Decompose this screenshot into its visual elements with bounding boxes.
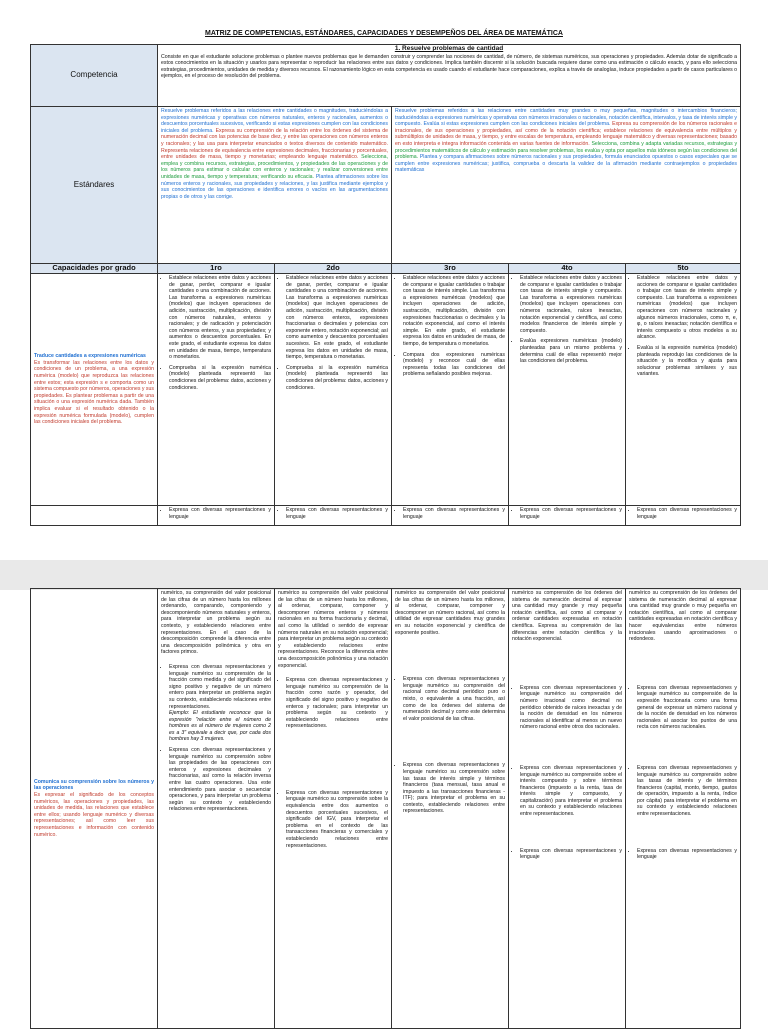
row2-start-4to	[509, 506, 626, 526]
estandar-right-3: Selecciona, combina y adapta variadas recursos, estrategias y procedimientos matemáticos de cálculo y estimación para resolver problemas, los evalúa y opta por aquellos más idóneos según las condiciones del problema.	[395, 140, 738, 161]
estandar-right	[392, 107, 741, 264]
capacidad-2-start	[31, 506, 158, 526]
list-item: • Establece relaciones entre datos y acciones de ganar, perder, comparar e igualar cantidades o una combinación de acciones. Las transforma a expresiones numéricas (modelos) que incluyen operaciones de adición, sustracción, multiplicación, división con números enteros, expresiones fraccionarias o decimales y potencias con exponente entero, notación exponencial; así como aumentos y descuentos porcentuales sucesivos. En este grado, el estudiante expresa los datos en unidades de masa, tiempo, temperatura o monetarias.	[286, 275, 388, 361]
list-item: • Expresa con diversas representaciones y lenguaje numérico su comprensión del número irracional como decimal no periódico obtenido de raíces inexactas y de la noción de densidad en los números racionales al identificar al menos un nuevo número racional entre otros dos racionales.	[520, 685, 622, 731]
capacidad-1-name: Traduce cantidades a expresiones numéricas	[34, 353, 146, 360]
list-item: • Expresa con diversas representaciones y lenguaje numérico su comprensión de la expresión fraccionaria como una forma general de expresar un número racional y de la noción de densidad en los números racionales al asociar los puntos de una recta con números racionales.	[637, 685, 737, 731]
estandar-left	[158, 107, 392, 264]
continued-text: numérico su comprensión de los órdenes del sistema de numeración decimal al expresar una cantidad muy grande o muy pequeña en notación científica, así como al comparar cantidades expresadas en notación científica y hacer equivalencias entre números irracionales usando aproximaciones o redondeos.	[629, 590, 737, 643]
desempeno-2-4to	[509, 589, 626, 1029]
continued-text: numérico su comprensión de los órdenes del sistema de numeración decimal al expresar una cantidad muy grande y muy pequeña notación científica, así como al comparar y ordenar cantidades expresadas en notación científica. Expresa su comprensión de las diferencias entre notación científica y la notación exponencial.	[512, 590, 622, 643]
competency-matrix-table	[30, 44, 741, 526]
desempeno-4to	[509, 274, 626, 506]
list-item: • Expresa con diversas representaciones y lenguaje	[169, 507, 271, 520]
list-item: • Establece relaciones entre datos y acciones de comparar e igualar cantidades o trabajar con tasas de interés simple y compuesto. Las transforma a expresiones numéricas (modelos) que incluyen operaciones con números racionales, raíces inexactas, notación exponencial y científica, así como modelos financieros de interés simple y compuesto.	[520, 275, 622, 334]
grade-header-4: 4to	[509, 264, 626, 274]
capacidad-2-name: Comunica su comprensión sobre los números y las operaciones	[34, 778, 154, 792]
estandar-left-3: Selecciona, emplea y combina recursos, estrategias, procedimientos, y propiedades de las operaciones y de los números para estimar o calcular con enteros y racionales; y realizar conversiones entre unidades de masa, tiempo y temperatura; verificando su eficacia.	[161, 154, 388, 180]
matrix-title: MATRIZ DE COMPETENCIAS, ESTÁNDARES, CAPACIDADES Y DESEMPEÑOS DEL ÁREA DE MATEMÁTICA	[205, 30, 563, 37]
list-item: • Expresa con diversas representaciones y lenguaje numérico su comprensión sobre la equivalencia entre dos aumentos o descuentos porcentuales sucesivos, el significado del IGV, para interpretar el problema en el contexto de las transacciones financieras y comerciales y estableciendo relaciones entre representaciones.	[286, 790, 388, 849]
desempeno-5to	[626, 274, 741, 506]
list-item: • Expresa con diversas representaciones y lenguaje numérico su comprensión sobre el interés compuesto y sobre términos financieros (impuesto a la renta, tasa de interés simple y compuesto, y capitalización) para interpretar el problema en su contexto y estableciendo relaciones entre representaciones.	[520, 765, 622, 818]
list-item: • Expresa con diversas representaciones y lenguaje numérico su comprensión sobre las tasas de interés y de términos financieros (capital, monto, tiempo, gastos de operación, impuesto a la renta, índice por cápita) para interpretar el problema en su contexto y estableciendo relaciones entre representaciones.	[637, 765, 737, 818]
list-item: • Compara dos expresiones numéricas (modelo) y reconoce cuál de ellas representa todas las condiciones del problema señalando posibles mejoras.	[403, 352, 505, 378]
desempeno-2-5to	[626, 589, 741, 1029]
estandar-left-2: Expresa su comprensión de la relación entre los órdenes del sistema de numeración decimal con las potencias de base diez, y entre las operaciones con números enteros y racionales; y las usa para interpretar enunciados o textos diversos de contenido matemático. Representa relaciones de equivalencia entre expresiones decimales, fraccionarias y porcentuales, entre unidades de masa, tiempo y monetarias; empleando lenguaje matemático.	[161, 127, 388, 161]
list-item: • Expresa con diversas representaciones y lenguaje	[520, 507, 622, 520]
continued-text: numérico, su comprensión del valor posicional de las cifras de un número hasta los millones ordenando, comparando, componiendo y descomponiendo números naturales y enteros, para interpretar un problema según su contexto, y estableciendo relaciones entre representaciones. En el caso de la descomposición comprende la diferencia entre una descomposición polinómica y otra en factores primos.	[161, 590, 271, 656]
desempeno-2-2do	[275, 589, 392, 1029]
estandar-right-2: Expresa su comprensión de los números racionales e irracionales, de sus operaciones y propiedades, así como de la notación científica; establece relaciones de equivalencia entre múltiplos y submúltiplos de unidades de masa, y tiempo, y entre escalas de temperatura, empleando lenguaje matemático y diversas representaciones; basado en esto interpreta e integra información contenida en varias fuentes de información.	[395, 121, 738, 147]
capacidad-1-desc: Es transformar las relaciones entre los datos y condiciones de un problema, a una expresión numérica (modelo) que reproduzca las relaciones entre estos; esta expresión s e comporta como un sistema compuesto por números, operaciones y sus propiedades. Es plantear problemas a partir de una situación o una expresión numérica dada. También implica evaluar si el resultado obtenido o la expresión numérica formulada (modelo), cumplen las condiciones iniciales del problema.	[34, 359, 154, 426]
list-item: • Expresa con diversas representaciones y lenguaje	[637, 848, 737, 861]
list-item: • Expresa con diversas representaciones y lenguaje numérico su comprensión sobre las tasas de interés simple y términos financieros (tasa mensual, tasa anual e impuesto a las transacciones financieras - ITF); para interpretar el problema en su contexto, estableciendo relaciones entre representaciones.	[403, 762, 505, 815]
list-item: • Expresa con diversas representaciones y lenguaje numérico su comprensión del racional como decimal periódico puro o mixto, o equivalente a una fracción, así como de los órdenes del sistema de numeración decimal y como este determina el valor posicional de las cifras.	[403, 676, 505, 722]
desempeno-3ro	[392, 274, 509, 506]
list-item: • Evalúa expresiones numéricas (modelo) planteadas para un mismo problema y determina cuál de ellas representó mejor las condiciones del problema.	[520, 338, 622, 364]
capacidad-2-desc: Es expresar el significado de los conceptos numéricos, las operaciones y propiedades, las unidades de medida, las relaciones que establece entre ellos; usando lenguaje numérico y diversas representaciones; así como leer sus representaciones e información con contenido numérico.	[34, 792, 154, 838]
list-item: • Comprueba si la expresión numérica (modelo) planteada representó las condiciones del problema: datos, acciones y condiciones.	[286, 365, 388, 391]
estandar-right-4: Plantea y compara afirmaciones sobre números racionales y sus propiedades, formula enunciados opuestos o casos especiales que se cumplen entre expresiones numéricas; justifica, comprueba o descarta la validez de la afirmación mediante contraejemplos o propiedades matemáticas	[395, 154, 738, 174]
row2-start-5to	[626, 506, 741, 526]
competency-matrix-table-continued	[30, 588, 741, 1029]
list-item: • Establece relaciones entre datos y acciones de ganar, perder, comparar e igualar cantidades o una combinación de acciones. Las transforma a expresiones numéricas (modelos) que incluyen operaciones de adición, sustracción, multiplicación, división con números naturales, enteros y racionales; y de radicación y potenciación con números enteros, y sus propiedades; y aumentos o descuentos porcentuales. En este grado, el estudiante expresa los datos en unidades de masa, tiempo, temperatura o monetarios.	[169, 275, 271, 361]
grade-header-3: 3ro	[392, 264, 509, 274]
row2-start-2do	[275, 506, 392, 526]
grade-header-2: 2do	[275, 264, 392, 274]
continued-text: numérico su comprensión del valor posicional de las cifras de un número hasta los millones, al ordenar, comparar, componer y descomponer un número racional, así como la utilidad de expresar cantidades muy grandes en su notación exponencial y científica de exponente positivo.	[395, 590, 505, 636]
capacidad-1-cell	[31, 274, 158, 506]
estandar-left-4: Plantea afirmaciones sobre los números enteros y racionales, sus propiedades y relaciones, y las justifica mediante ejemplos y sus conocimientos de las operaciones e identifica errores o vacíos en las argumentaciones propias o de otros y las corrige.	[161, 173, 389, 200]
estandares-label: Estándares	[31, 107, 158, 264]
competencia-text: Consiste en que el estudiante solucione problemas o plantee nuevos problemas que le demanden construir y comprender las nociones de cantidad, de número, de sistemas numéricos, sus operaciones y propiedades. Además dotar de significado a estos conocimientos en la situación y usarlos para representar o reproducir las relaciones entre sus datos y condiciones. Implica también discernir si la solución buscada requiere darse como una estimación o cálculo exacto, y para ello selecciona estrategias, procedimientos, unidades de medida y diversos recursos. El razonamiento lógico en esta competencia es usado cuando el estudiante hace comparaciones, explica a través de analogías, induce propiedades a partir de casos particulares o ejemplos, en el proceso de resolución del problema.	[161, 53, 738, 80]
estandar-right-1: Resuelve problemas referidos a las relaciones entre cantidades muy grandes o muy pequeñas, magnitudes o intercambios financieros; traduciéndolas a expresiones numéricas y operativas con números irracionales o racionales, notación científica, intervalos, y tasa de interés simple y compuesto. Evalúa si estas expresiones cumplen con las condiciones iniciales del problema.	[395, 108, 738, 128]
desempeno-2-3ro	[392, 589, 509, 1029]
grade-header-5: 5to	[626, 264, 741, 274]
list-item: • Expresa con diversas representaciones y lenguaje	[286, 507, 388, 520]
desempeno-1ro	[158, 274, 275, 506]
list-item: • Expresa con diversas representaciones y lenguaje	[520, 848, 622, 861]
row2-start-1ro	[158, 506, 275, 526]
page-gap	[0, 560, 768, 590]
list-item: • Evalúa si la expresión numérica (modelo) planteada reprodujo las condiciones de la situación y la modifica y ajusta para solucionar problemas similares y sus variantes.	[637, 345, 737, 378]
competencia-label: Competencia	[31, 45, 158, 107]
list-item: • Establece relaciones entre datos y acciones de comparar e igualar cantidades o trabajar con tasas de interés simple y compuesto. Las transforma a expresiones numéricas (modelos) que incluyen operaciones con números racionales y algunos números irracionales, como π, e, φ, o raíces inexactas; notación científica e interés compuesto u otros modelos a su alcance.	[637, 275, 737, 341]
capacidades-header: Capacidades por grado	[31, 264, 158, 274]
list-item: • Establece relaciones entre datos y acciones de comparar e igualar cantidades o trabajar con tasas de interés simple. Las transforma a expresiones numéricas (modelos) que incluyen operaciones de adición, sustracción, multiplicación, división con expresiones fraccionarias o decimales y la notación exponencial, así como el interés simple. En este grado, el estudiante expresa los datos en unidades de masa, de tiempo, de temperatura o monetarios.	[403, 275, 505, 348]
estandar-left-1: Resuelve problemas referidos a las relaciones entre cantidades o magnitudes, traduciéndolas a expresiones numéricas y operativas con números naturales, enteros y racionales, aumentos o descuentos porcentuales sucesivos, verificando si estas expresiones cumplen con las condiciones iniciales del problema.	[161, 108, 388, 134]
example-text: Ejemplo: El estudiante reconoce que la expresión "relación entre el número de hombres es al número de mujeres como 2 es a 3" equivale a decir que, por cada dos hombres hay 3 mujeres.	[169, 710, 271, 743]
list-item: • Expresa con diversas representaciones y lenguaje numérico su comprensión de la fracción como medida y del significado del signo positivo y negativo de un número entero para interpretar un problema según su contexto, estableciendo relaciones entre representaciones. Ejemplo: El estudiante reconoce que la expresión "relación entre el número de hombres es al número de mujeres como 2 es a 3" equivale a decir que, por cada dos hombres hay 3 mujeres.	[169, 664, 271, 743]
page-2	[0, 590, 768, 1024]
desempeno-2-1ro	[158, 589, 275, 1029]
capacidad-2-cell	[31, 589, 158, 1029]
row2-start-3ro	[392, 506, 509, 526]
list-item: • Expresa con diversas representaciones y lenguaje	[637, 507, 737, 520]
list-item: • Comprueba si la expresión numérica (modelo) planteada representó las condiciones del problema: datos, acciones y condiciones.	[169, 365, 271, 391]
list-item: • Expresa con diversas representaciones y lenguaje	[403, 507, 505, 520]
list-item: • Expresa con diversas representaciones y lenguaje numérico su comprensión de la fracción como razón y operador, del significado del signo positivo y negativo de enteros y racionales; para interpretar un problema según su contexto y estableciendo relaciones entre representaciones.	[286, 677, 388, 730]
desempeno-2do	[275, 274, 392, 506]
competencia-cell	[158, 45, 741, 107]
continued-text: numérico su comprensión del valor posicional de las cifras de un número hasta los millones, al ordenar, comparar, componer y descomponer números enteros y números racionales en su forma fraccionaria y decimal, así como la utilidad o sentido de expresar números naturales en su notación exponencial; para interpretar un problema según su contexto y estableciendo relaciones entre representaciones. Reconoce la diferencia entre una descomposición polinómica y una notación exponencial.	[278, 590, 388, 669]
grade-header-1: 1ro	[158, 264, 275, 274]
list-item: • Expresa con diversas representaciones y lenguaje numérico su comprensión sobre las propiedades de las operaciones con enteros y expresiones decimales y fraccionarias, así como la relación inversa entre las cuatro operaciones. Usa este entendimiento para asociar o secuenciar operaciones, y para interpretar un problema según su contexto y estableciendo relaciones entre representaciones.	[169, 747, 271, 813]
competencia-name: 1. Resuelve problemas de cantidad	[394, 45, 504, 52]
